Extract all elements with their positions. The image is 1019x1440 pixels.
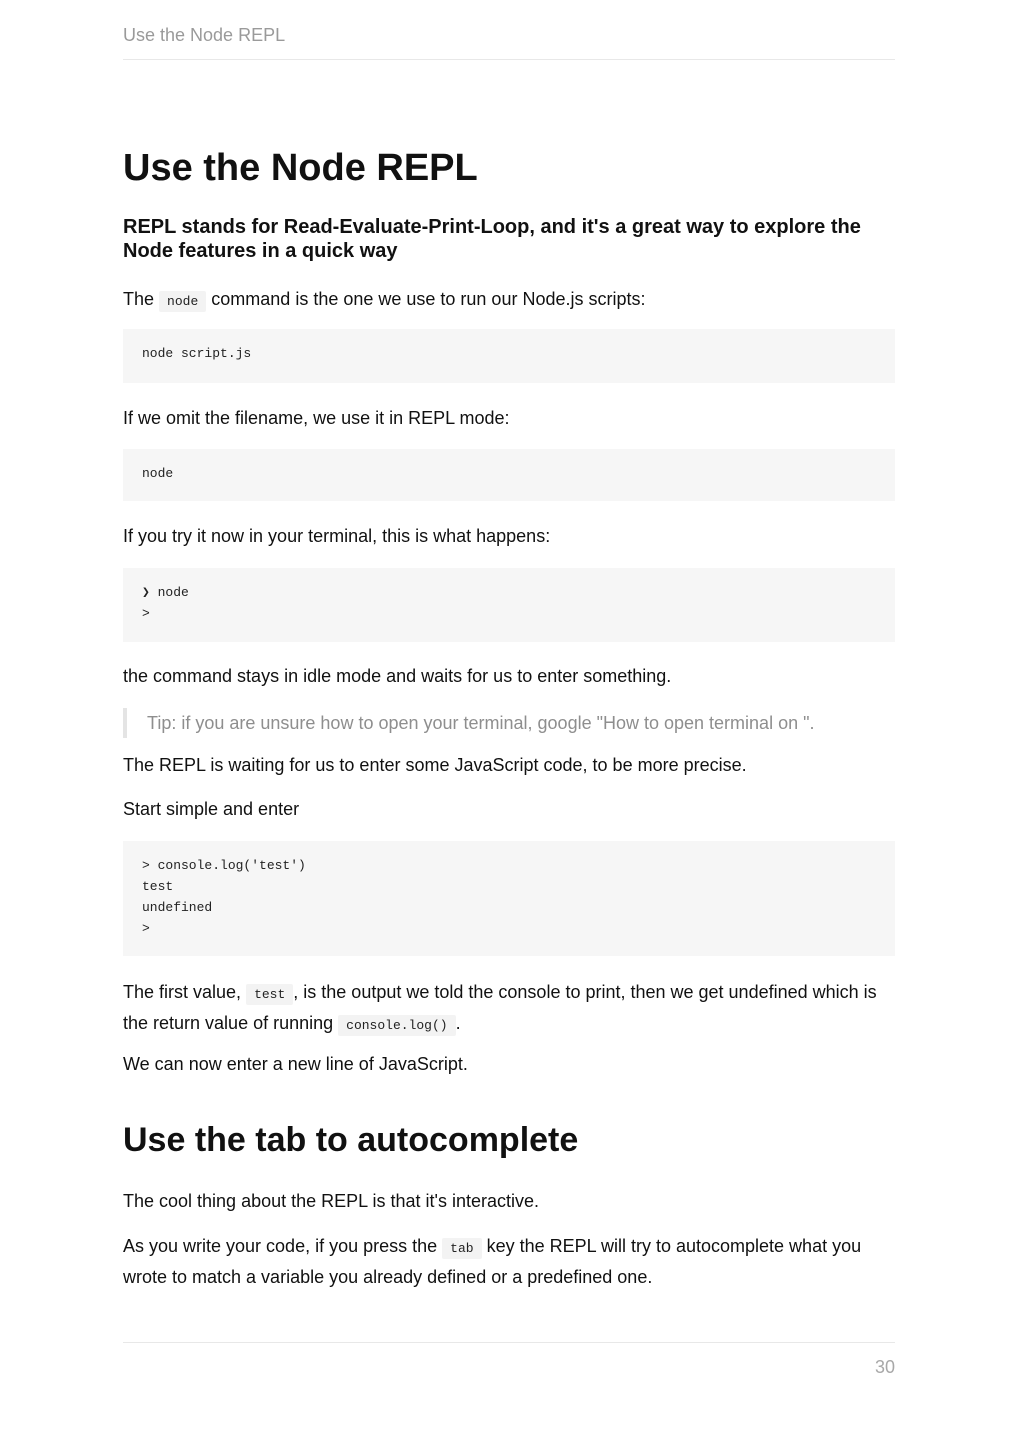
paragraph-new-line: We can now enter a new line of JavaScript. [123,1054,468,1074]
paragraph-terminal: If you try it now in your terminal, this is what happens: [123,526,551,546]
page-footer [123,1342,895,1377]
text-fragment: key the REPL will try to autocomplete what you wrote to match a variable you already defined or a predefined one. [123,1236,862,1287]
section-title-node-repl: Use the Node REPL [123,147,478,189]
text-fragment: As you write your code, if you press the [123,1236,438,1256]
paragraph-interactive: The cool thing about the REPL is that it's interactive. [123,1191,539,1211]
text-fragment: . [455,1013,461,1033]
inline-code-console-log: console.log() [338,1015,455,1036]
text-fragment: The first value, [123,982,242,1002]
paragraph-node-command [123,285,895,316]
paragraph-first-value [123,978,895,1040]
code-line: > [142,921,150,936]
paragraph-repl-mode: If we omit the filename, we use it in REPL mode: [123,408,510,428]
code-line: > console.log('test') [142,858,306,873]
tip-text: Tip: if you are unsure how to open your terminal, google "How to open terminal on ". [147,713,815,733]
inline-code-node: node [159,291,206,312]
paragraph-idle-mode: the command stays in idle mode and waits for us to enter something. [123,666,672,686]
inline-code-test: test [246,984,293,1005]
code-block-node-script [123,329,895,383]
document-page [123,0,895,1440]
code-line: > [142,606,150,621]
text-fragment: command is the one we use to run our Node.js scripts: [211,289,646,309]
code-line: test [142,879,174,894]
paragraph-start-simple: Start simple and enter [123,799,300,819]
code-line: undefined [142,900,213,915]
code-line: node [142,466,174,481]
code-block-terminal-output [123,568,895,642]
paragraph-tab-key [123,1232,895,1292]
section-title-tab-autocomplete: Use the tab to autocomplete [123,1121,579,1159]
running-header-title: Use the Node REPL [123,25,286,45]
text-fragment: , is the output we told the console to print, then we get undefined which is the return value of running [123,982,877,1033]
inline-code-tab: tab [442,1238,481,1259]
running-header [123,24,895,60]
code-line: ❯ node [142,585,189,600]
section-lead: REPL stands for Read-Evaluate-Print-Loop, and it's a great way to explore the Node features in a quick way [123,216,861,262]
code-block-node [123,449,895,501]
code-line: node script.js [142,346,252,361]
page-number: 30 [874,1357,895,1377]
code-block-console-log [123,841,895,956]
tip-blockquote [123,708,895,738]
text-fragment: The [123,289,155,309]
paragraph-repl-waiting: The REPL is waiting for us to enter some JavaScript code, to be more precise. [123,755,747,775]
